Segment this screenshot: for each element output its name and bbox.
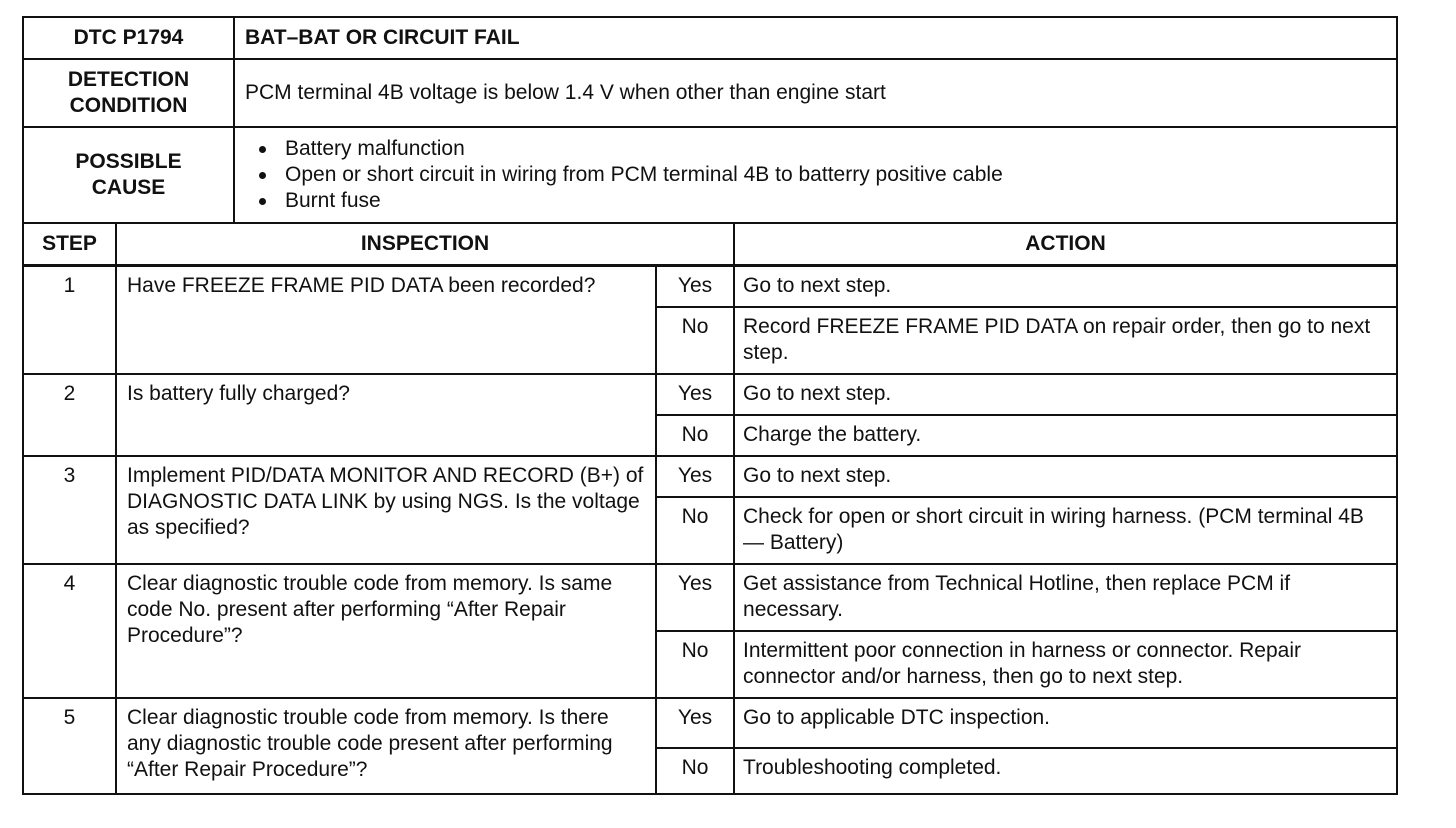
yes-label: Yes <box>656 266 734 307</box>
no-label: No <box>656 748 734 794</box>
no-label: No <box>656 631 734 698</box>
no-action: Troubleshooting completed. <box>734 748 1397 794</box>
detection-label-line-2: CONDITION <box>69 94 188 117</box>
step-row-yes <box>23 564 1397 631</box>
possible-cause-list-cell <box>234 127 1397 223</box>
yes-action: Go to next step. <box>734 374 1397 415</box>
possible-cause-list <box>245 136 1386 214</box>
step-number: 4 <box>23 564 116 698</box>
step-row-yes <box>23 698 1397 748</box>
cause-item: Battery malfunction <box>257 136 1386 162</box>
yes-label: Yes <box>656 698 734 748</box>
no-action: Charge the battery. <box>734 415 1397 456</box>
inspection-column-header: INSPECTION <box>116 223 734 266</box>
yes-label: Yes <box>656 564 734 631</box>
possible-cause-row <box>23 127 1397 223</box>
step-number: 2 <box>23 374 116 456</box>
yes-label: Yes <box>656 456 734 497</box>
dtc-code-label: DTC P1794 <box>23 17 234 59</box>
step-inspection: Is battery fully charged? <box>116 374 656 456</box>
step-row-yes <box>23 374 1397 415</box>
step-number: 1 <box>23 266 116 374</box>
step-inspection: Clear diagnostic trouble code from memory. Is same code No. present after performing “After Repair Procedure”? <box>116 564 656 698</box>
dtc-document <box>22 16 1398 795</box>
cause-item: Burnt fuse <box>257 188 1386 214</box>
yes-action: Go to next step. <box>734 266 1397 307</box>
step-inspection: Clear diagnostic trouble code from memory. Is there any diagnostic trouble code present after performing “After Repair Procedure”? <box>116 698 656 794</box>
no-action: Record FREEZE FRAME PID DATA on repair order, then go to next step. <box>734 307 1397 374</box>
yes-action: Get assistance from Technical Hotline, then replace PCM if necessary. <box>734 564 1397 631</box>
dtc-header-table <box>22 16 1398 224</box>
no-action: Check for open or short circuit in wiring harness. (PCM terminal 4B — Battery) <box>734 497 1397 564</box>
detection-label-line-1: DETECTION <box>67 68 190 91</box>
possible-cause-label-line-1: POSSIBLE <box>75 150 182 173</box>
dtc-code-title: BAT–BAT OR CIRCUIT FAIL <box>234 17 1397 59</box>
no-label: No <box>656 497 734 564</box>
possible-cause-label-line-2: CAUSE <box>91 176 166 199</box>
possible-cause-label <box>23 127 234 223</box>
step-number: 3 <box>23 456 116 564</box>
yes-action: Go to applicable DTC inspection. <box>734 698 1397 748</box>
inspection-table <box>22 222 1398 795</box>
detection-row <box>23 59 1397 127</box>
no-action: Intermittent poor connection in harness or connector. Repair connector and/or harness, then go to next step. <box>734 631 1397 698</box>
step-row-yes <box>23 456 1397 497</box>
step-inspection: Have FREEZE FRAME PID DATA been recorded? <box>116 266 656 374</box>
step-row-yes <box>23 266 1397 307</box>
step-number: 5 <box>23 698 116 794</box>
step-column-header: STEP <box>23 223 116 266</box>
no-label: No <box>656 307 734 374</box>
detection-label <box>23 59 234 127</box>
step-inspection: Implement PID/DATA MONITOR AND RECORD (B+) of DIAGNOSTIC DATA LINK by using NGS. Is the voltage as specified? <box>116 456 656 564</box>
yes-action: Go to next step. <box>734 456 1397 497</box>
no-label: No <box>656 415 734 456</box>
action-column-header: ACTION <box>734 223 1397 266</box>
inspection-header-row <box>23 223 1397 266</box>
dtc-code-row <box>23 17 1397 59</box>
cause-item: Open or short circuit in wiring from PCM terminal 4B to batterry positive cable <box>257 162 1386 188</box>
detection-text: PCM terminal 4B voltage is below 1.4 V when other than engine start <box>234 59 1397 127</box>
yes-label: Yes <box>656 374 734 415</box>
